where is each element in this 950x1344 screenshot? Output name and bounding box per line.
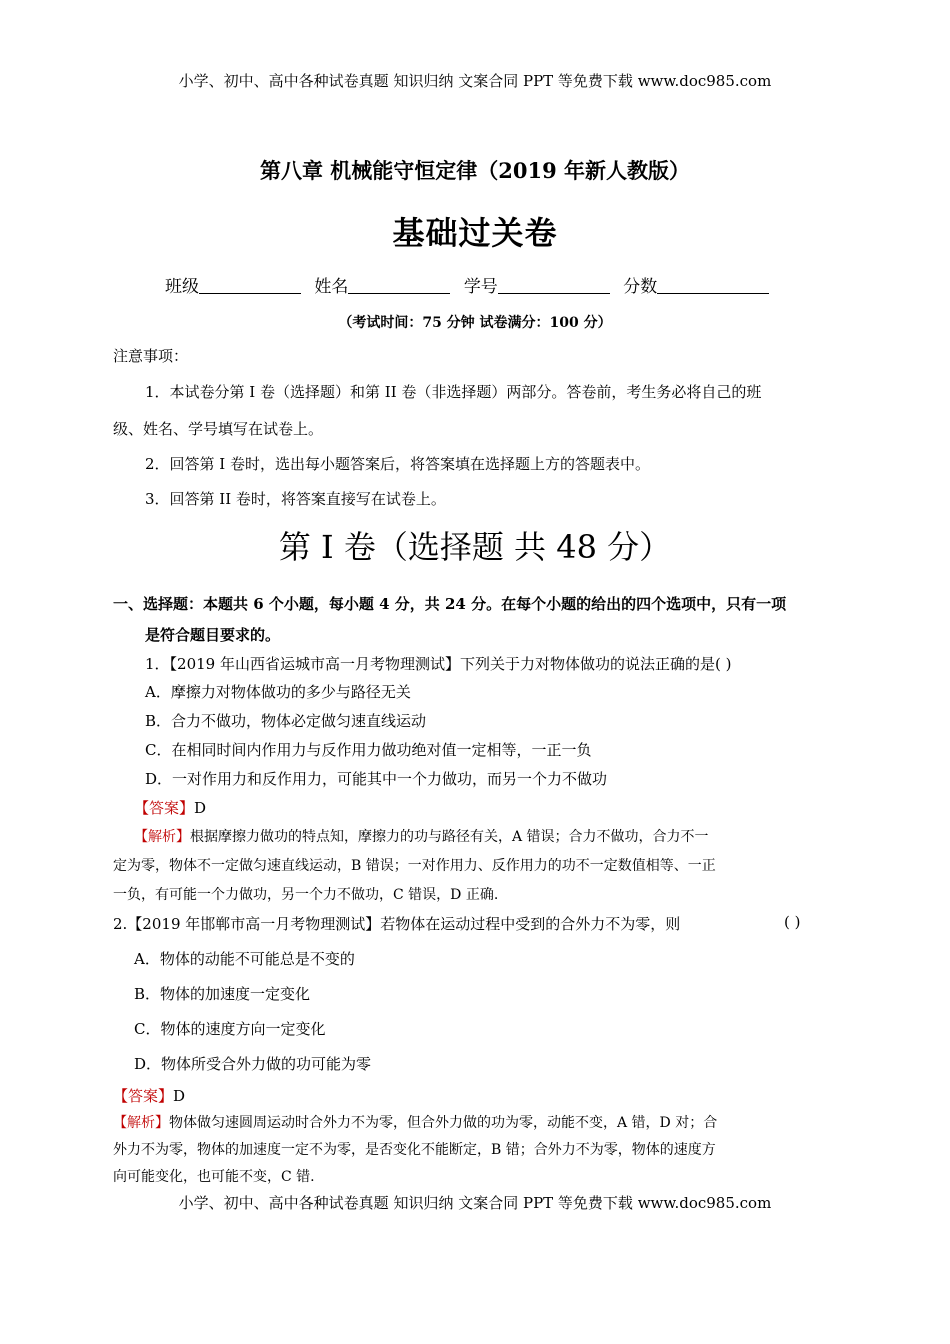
question-2-stem: 2.【2019 年邯郸市高一月考物理测试】若物体在运动过程中受到的合外力不为零，则 <box>113 915 681 933</box>
question-2-analysis-line-3: 向可能变化，也可能不变，C 错. <box>113 1169 315 1185</box>
analysis-tag: 【解析】 <box>113 1115 169 1131</box>
section-1-instructions-line-1: 一、选择题：本题共 6 个小题，每小题 4 分，共 24 分。在每个小题的给出的四个选项中，只有一项 <box>113 595 787 613</box>
question-1-stem: 1．【2019 年山西省运城市高一月考物理测试】下列关于力对物体做功的说法正确的是( ) <box>145 655 732 673</box>
analysis-text: 物体做匀速圆周运动时合外力不为零，但合外力做的功为零，动能不变，A 错，D 对；合 <box>169 1115 718 1131</box>
question-1-answer <box>134 797 206 818</box>
analysis-tag: 【解析】 <box>134 829 190 845</box>
note-item-1-line-1: 1．本试卷分第 I 卷（选择题）和第 II 卷（非选择题）两部分。答卷前，考生务必将自己的班 <box>145 383 762 401</box>
question-2-option-d: D．物体所受合外力做的功可能为零 <box>134 1055 372 1073</box>
student-info-fields <box>165 272 777 297</box>
question-2-analysis-line-1 <box>113 1112 717 1132</box>
page-header: 小学、初中、高中各种试卷真题 知识归纳 文案合同 PPT 等免费下载 www.doc985.com <box>178 72 772 90</box>
name-label: 姓名 <box>314 277 349 297</box>
class-label: 班级 <box>165 277 199 297</box>
answer-tag: 【答案】 <box>134 799 195 817</box>
section-1-instructions-line-2: 是符合题目要求的。 <box>145 626 281 644</box>
question-2-option-c: C．物体的速度方向一定变化 <box>134 1020 326 1038</box>
question-1-option-c: C．在相同时间内作用力与反作用力做功绝对值一定相等，一正一负 <box>145 741 592 759</box>
paper-title: 基础过关卷 <box>392 214 558 252</box>
answer-value: D <box>173 1087 186 1105</box>
name-blank[interactable] <box>348 275 450 294</box>
note-item-2: 2．回答第 I 卷时，选出每小题答案后，将答案填在选择题上方的答题表中。 <box>145 455 651 473</box>
page-footer: 小学、初中、高中各种试卷真题 知识归纳 文案合同 PPT 等免费下载 www.doc985.com <box>178 1194 772 1212</box>
analysis-text: 根据摩擦力做功的特点知，摩擦力的功与路径有关，A 错误；合力不做功，合力不一 <box>190 829 709 845</box>
notes-heading: 注意事项： <box>113 347 189 365</box>
answer-value: D <box>194 799 207 817</box>
question-1-option-a: A．摩擦力对物体做功的多少与路径无关 <box>145 683 411 701</box>
question-2-analysis-line-2: 外力不为零，物体的加速度一定不为零，是否变化不能断定，B 错；合外力不为零，物体的速度方 <box>113 1142 716 1158</box>
class-blank[interactable] <box>199 275 301 294</box>
question-2-answer <box>113 1085 185 1106</box>
question-1-analysis-line-2: 定为零，物体不一定做匀速直线运动，B 错误；一对作用力、反作用力的功不一定数值相等、一正 <box>113 858 716 874</box>
answer-tag: 【答案】 <box>113 1087 174 1105</box>
note-item-1-line-2: 级、姓名、学号填写在试卷上。 <box>113 420 324 438</box>
volume-title: 第 I 卷（选择题 共 48 分） <box>278 528 672 566</box>
question-1-analysis-line-3: 一负，有可能一个力做功，另一个力不做功，C 错误，D 正确. <box>113 887 499 903</box>
exam-info: （考试时间：75 分钟 试卷满分：100 分） <box>338 315 612 331</box>
id-label: 学号 <box>463 277 498 297</box>
chapter-title: 第八章 机械能守恒定律（2019 年新人教版） <box>259 158 691 183</box>
question-2-bracket: ( ) <box>784 913 801 931</box>
score-label: 分数 <box>623 277 658 297</box>
score-blank[interactable] <box>657 275 769 294</box>
question-2-option-b: B．物体的加速度一定变化 <box>134 985 311 1003</box>
question-1-analysis-line-1 <box>134 826 709 846</box>
question-1-option-d: D．一对作用力和反作用力，可能其中一个力做功，而另一个力不做功 <box>145 770 608 788</box>
note-item-3: 3．回答第 II 卷时，将答案直接写在试卷上。 <box>145 490 446 508</box>
id-blank[interactable] <box>498 275 610 294</box>
question-1-option-b: B．合力不做功，物体必定做匀速直线运动 <box>145 712 427 730</box>
question-2-option-a: A．物体的动能不可能总是不变的 <box>134 950 355 968</box>
